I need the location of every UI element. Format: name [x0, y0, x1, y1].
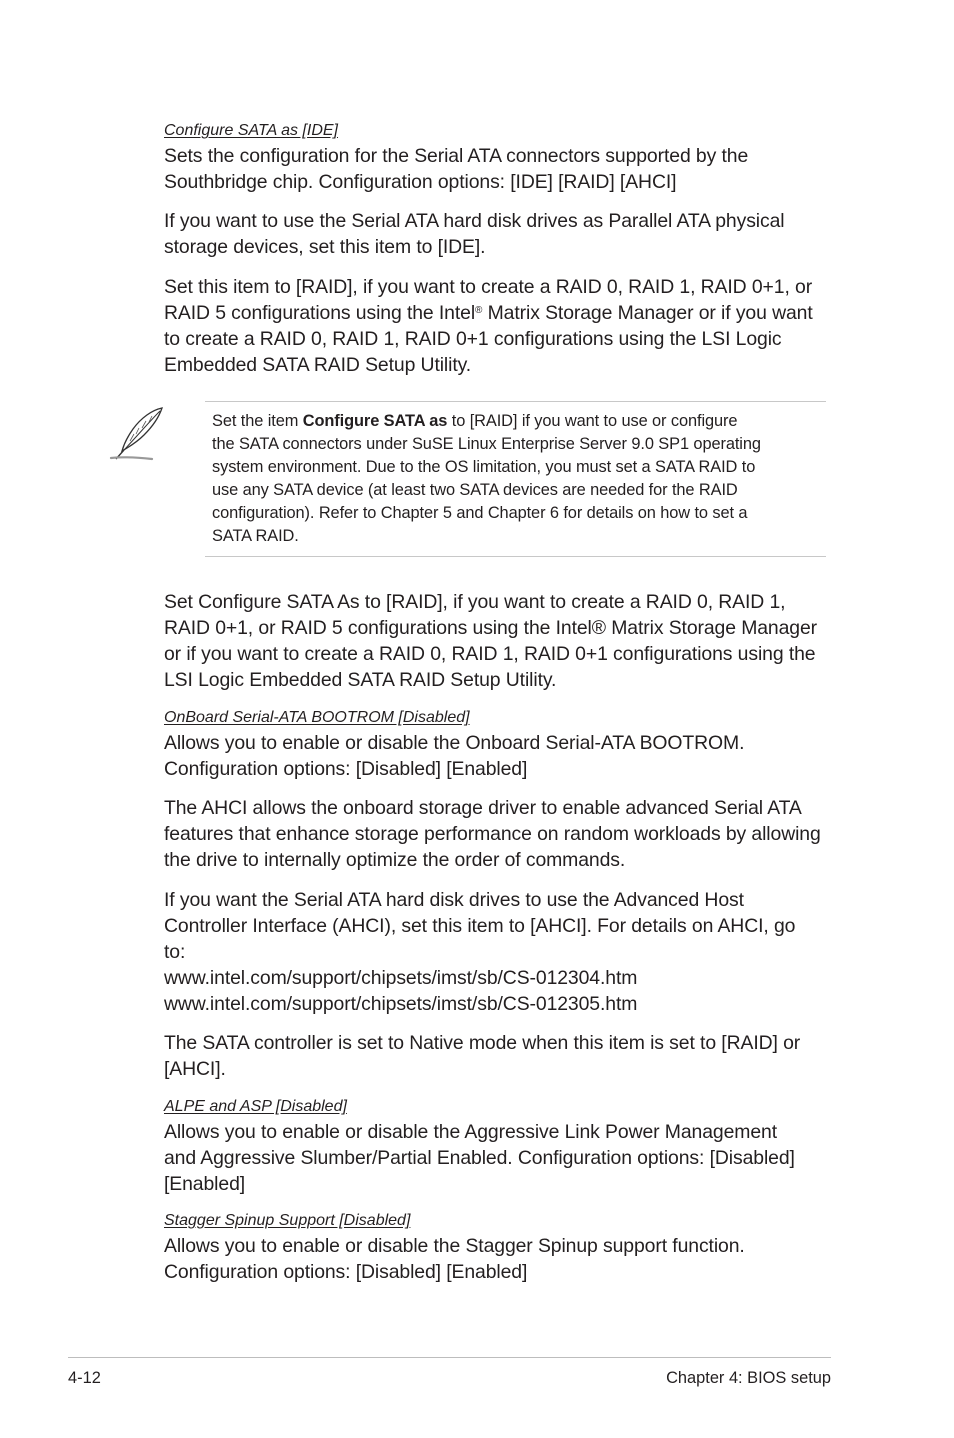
text-line: the SATA connectors under SuSE Linux Enterprise Server 9.0 SP1 operating — [212, 435, 761, 453]
text-line: to: — [164, 941, 186, 963]
url-text: www.intel.com/support/chipsets/imst/sb/CS-012305.htm — [164, 993, 638, 1015]
text-line: If you want the Serial ATA hard disk drives to use the Advanced Host — [164, 889, 744, 911]
section-heading-alpe-asp: ALPE and ASP [Disabled] — [164, 1098, 347, 1115]
text-line: Configuration options: [Disabled] [Enabled] — [164, 1261, 528, 1283]
page-number: 4-12 — [68, 1369, 101, 1387]
text-line: If you want to use the Serial ATA hard disk drives as Parallel ATA physical — [164, 210, 785, 232]
text-line: to create a RAID 0, RAID 1, RAID 0+1 configurations using the LSI Logic — [164, 328, 782, 350]
text-fragment: RAID 5 configurations using the Intel — [164, 302, 476, 324]
text-line: Sets the configuration for the Serial ATA connectors supported by the — [164, 145, 749, 167]
text-line: Allows you to enable or disable the Onboard Serial-ATA BOOTROM. — [164, 732, 745, 754]
text-line: [AHCI]. — [164, 1058, 226, 1080]
text-line: use any SATA device (at least two SATA devices are needed for the RAID — [212, 481, 738, 499]
text-line: [Enabled] — [164, 1173, 246, 1195]
text-fragment: Set the item — [212, 412, 303, 430]
text-fragment: Matrix Storage Manager or if you want — [482, 302, 813, 324]
section-heading-stagger-spinup: Stagger Spinup Support [Disabled] — [164, 1212, 411, 1229]
text-fragment: to [RAID] if you want to use or configure — [447, 412, 738, 430]
text-line: or if you want to create a RAID 0, RAID 1, RAID 0+1 configurations using the — [164, 643, 816, 665]
text-line: LSI Logic Embedded SATA RAID Setup Utility. — [164, 669, 557, 691]
note-top-rule — [205, 401, 826, 402]
text-line: Configuration options: [Disabled] [Enabled] — [164, 758, 528, 780]
text-line: storage devices, set this item to [IDE]. — [164, 236, 486, 258]
text-line: SATA RAID. — [212, 527, 299, 545]
paragraph-alpe-options — [164, 1119, 795, 1197]
feather-pen-icon — [108, 404, 170, 464]
paragraph-ide-mode — [164, 208, 785, 260]
text-line: The SATA controller is set to Native mode when this item is set to [RAID] or — [164, 1032, 801, 1054]
paragraph-native-mode — [164, 1030, 800, 1082]
text-line: and Aggressive Slumber/Partial Enabled. Configuration options: [Disabled] — [164, 1147, 795, 1169]
paragraph-raid-mode — [164, 274, 813, 378]
text-line: system environment. Due to the OS limitation, you must set a SATA RAID to — [212, 458, 756, 476]
paragraph-stagger-options — [164, 1233, 745, 1285]
text-line: Allows you to enable or disable the Stagger Spinup support function. — [164, 1235, 745, 1257]
registered-mark: ® — [475, 305, 483, 316]
paragraph-configure-sata-options — [164, 143, 748, 195]
paragraph-set-configure-raid — [164, 589, 817, 693]
text-line: features that enhance storage performance on random workloads by allowing — [164, 823, 821, 845]
text-line: Allows you to enable or disable the Aggressive Link Power Management — [164, 1121, 777, 1143]
section-heading-configure-sata: Configure SATA as [IDE] — [164, 122, 338, 139]
url-text: www.intel.com/support/chipsets/imst/sb/CS-012304.htm — [164, 967, 638, 989]
footer-rule — [68, 1357, 831, 1358]
text-line: Set Configure SATA As to [RAID], if you want to create a RAID 0, RAID 1, — [164, 591, 786, 613]
text-line — [164, 300, 813, 326]
emphasis-item-name: Configure SATA as — [302, 412, 448, 430]
text-line: configuration). Refer to Chapter 5 and Chapter 6 for details on how to set a — [212, 504, 748, 522]
text-line: the drive to internally optimize the order of commands. — [164, 849, 626, 871]
paragraph-ahci-description — [164, 795, 821, 873]
chapter-title: Chapter 4: BIOS setup — [666, 1369, 831, 1387]
text-line: Controller Interface (AHCI), set this item to [AHCI]. For details on AHCI, go — [164, 915, 796, 937]
section-heading-onboard-bootrom: OnBoard Serial-ATA BOOTROM [Disabled] — [164, 709, 470, 726]
note-bottom-rule — [205, 556, 826, 557]
note-text — [212, 410, 761, 548]
text-line: Set this item to [RAID], if you want to create a RAID 0, RAID 1, RAID 0+1, or — [164, 276, 813, 298]
text-line: The AHCI allows the onboard storage driver to enable advanced Serial ATA — [164, 797, 802, 819]
text-line: Embedded SATA RAID Setup Utility. — [164, 354, 472, 376]
text-line: RAID 0+1, or RAID 5 configurations using the Intel® Matrix Storage Manager — [164, 617, 818, 639]
text-line — [212, 410, 761, 433]
text-line: Southbridge chip. Configuration options: [IDE] [RAID] [AHCI] — [164, 171, 677, 193]
paragraph-bootrom-options — [164, 730, 744, 782]
paragraph-ahci-links — [164, 887, 795, 1017]
